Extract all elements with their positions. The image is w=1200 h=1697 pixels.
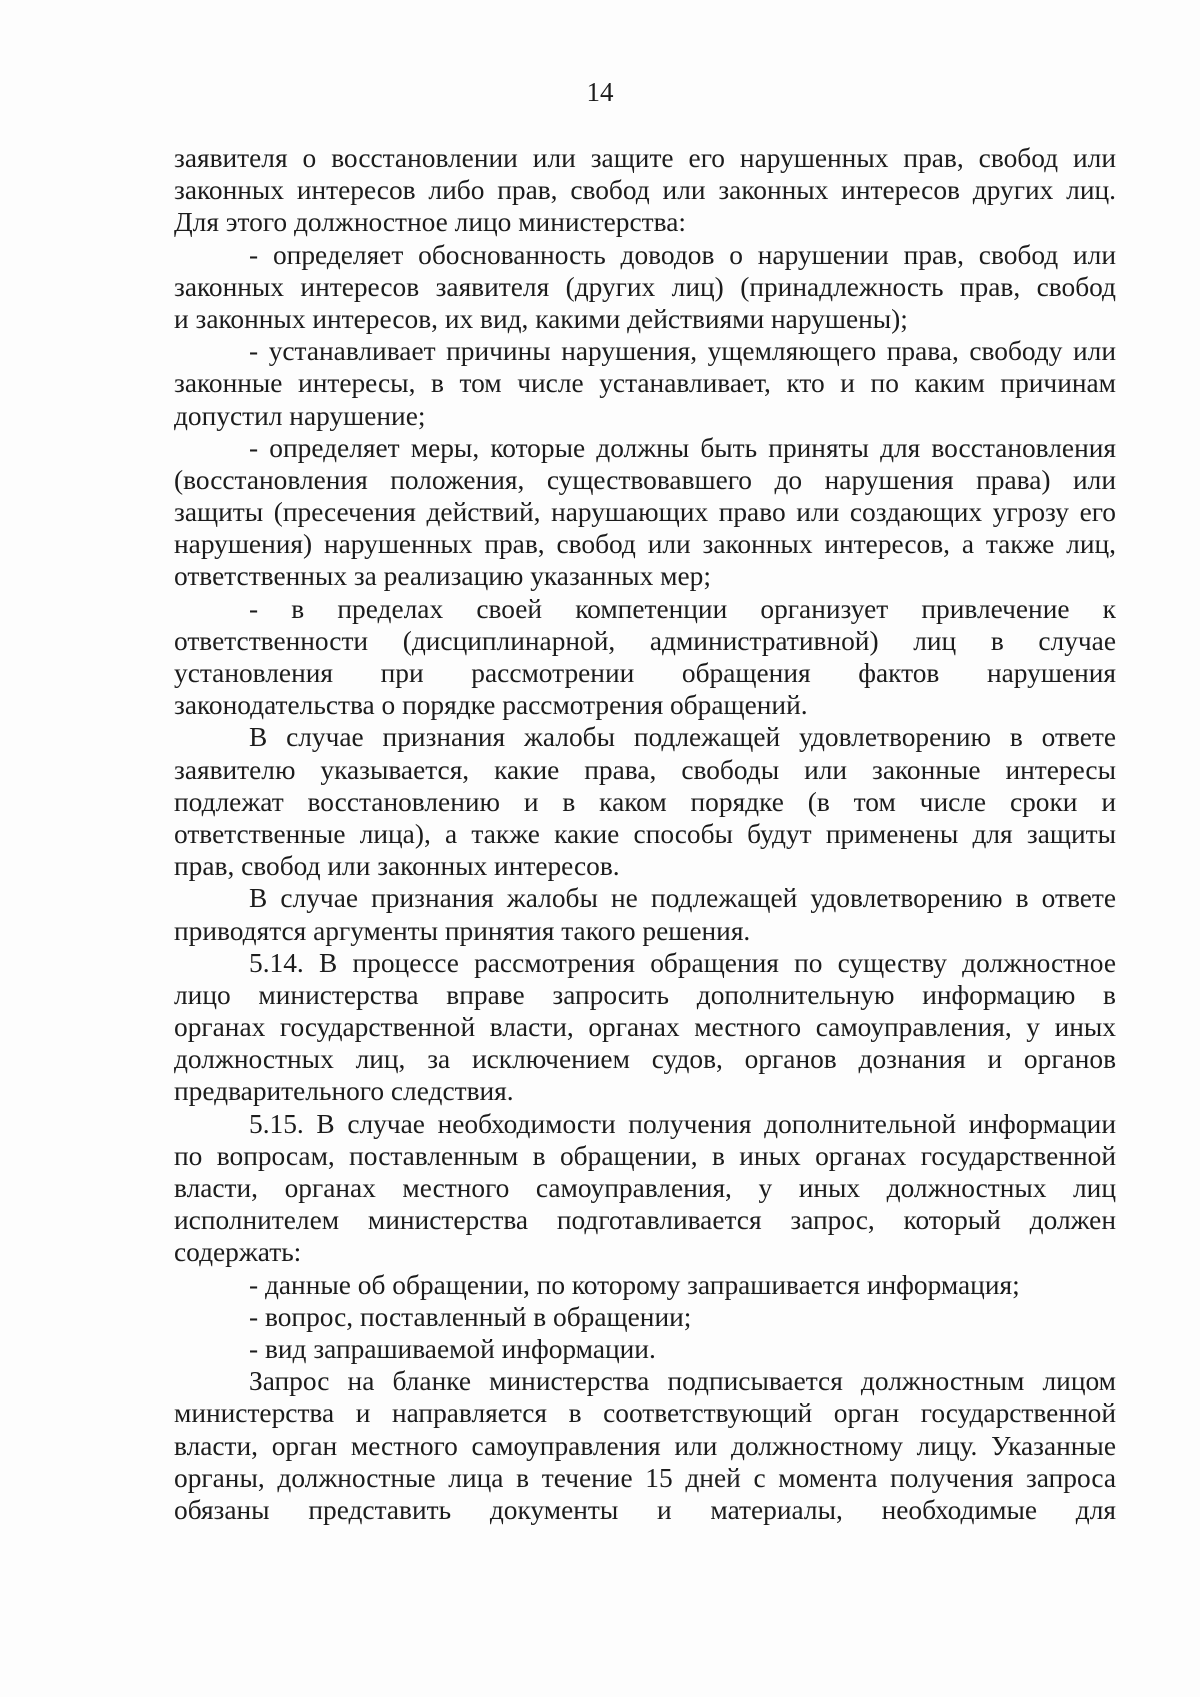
text-line: власти, орган местного самоуправления или должностному лицу. Указанные [174, 1430, 1116, 1461]
text-line: законодательства о порядке рассмотрения обращений. [174, 690, 808, 721]
text-line: В случае признания жалобы подлежащей удовлетворению в ответе [249, 722, 1116, 753]
text-line: - вид запрашиваемой информации. [249, 1333, 656, 1364]
text-line: министерства и направляется в соответствующий орган государственной [174, 1398, 1116, 1429]
text-line: предварительного следствия. [174, 1076, 514, 1107]
text-line: установления при рассмотрении обращения фактов нарушения [174, 658, 1116, 688]
text-line: власти, органах местного самоуправления, у иных должностных лиц [174, 1173, 1116, 1203]
text-line: 5.14. В процессе рассмотрения обращения по существу должностное [249, 947, 1116, 978]
text-line: Для этого должностное лицо министерства: [174, 207, 686, 238]
text-line: должностных лиц, за исключением судов, органов дознания и органов [174, 1044, 1116, 1075]
text-line: лицо министерства вправе запросить дополнительную информацию в [174, 979, 1116, 1010]
text-line: - в пределах своей компетенции организует привлечение к [249, 593, 1116, 624]
text-line: по вопросам, поставленным в обращении, в иных органах государственной [174, 1140, 1116, 1171]
text-line: ответственных за реализацию указанных мер; [174, 561, 711, 592]
text-line: 5.15. В случае необходимости получения дополнительной информации [249, 1108, 1116, 1139]
text-line: органах государственной власти, органах местного самоуправления, у иных [174, 1012, 1116, 1043]
text-line: - определяет меры, которые должны быть приняты для восстановления [249, 432, 1116, 463]
text-line: законные интересы, в том числе устанавливает, кто и по каким причинам [174, 368, 1116, 399]
text-line: законных интересов либо прав, свобод или законных интересов других лиц. [174, 175, 1116, 206]
text-line: В случае признания жалобы не подлежащей удовлетворению в ответе [249, 883, 1116, 914]
text-line: содержать: [174, 1237, 302, 1268]
text-line: ответственности (дисциплинарной, административной) лиц в случае [174, 625, 1116, 656]
text-line: законных интересов заявителя (других лиц) (принадлежность прав, свобод [174, 271, 1116, 302]
text-line: (восстановления положения, существовавшего до нарушения права) или [174, 464, 1116, 495]
page-number: 14 [586, 77, 614, 107]
text-line: заявителю указывается, какие права, свободы или законные интересы [174, 754, 1116, 785]
text-line: ответственные лица), а также какие способы будут применены для защиты [174, 818, 1116, 849]
body-text [174, 142, 1116, 1526]
text-line: заявителя о восстановлении или защите его нарушенных прав, свобод или [174, 143, 1116, 173]
text-line: приводятся аргументы принятия такого решения. [174, 915, 751, 946]
text-line: - устанавливает причины нарушения, ущемляющего права, свободу или [249, 336, 1116, 367]
text-line: Запрос на бланке министерства подписывается должностным лицом [249, 1366, 1116, 1397]
text-line: - определяет обоснованность доводов о нарушении прав, свобод или [249, 239, 1116, 270]
text-line: допустил нарушение; [174, 400, 426, 431]
text-line: защиты (пресечения действий, нарушающих право или создающих угрозу его [174, 497, 1116, 528]
text-line: - вопрос, поставленный в обращении; [249, 1301, 692, 1332]
text-line: подлежат восстановлению и в каком порядке (в том числе сроки и [174, 786, 1116, 817]
text-line: органы, должностные лица в течение 15 дней с момента получения запроса [174, 1462, 1116, 1493]
text-line: - данные об обращении, по которому запрашивается информация; [249, 1269, 1020, 1300]
text-line: исполнителем министерства подготавливается запрос, который должен [174, 1205, 1116, 1236]
text-line: нарушения) нарушенных прав, свобод или законных интересов, а также лиц, [174, 529, 1116, 560]
text-line: прав, свобод или законных интересов. [174, 851, 620, 882]
text-line: обязаны представить документы и материалы, необходимые для [174, 1494, 1116, 1525]
text-line: и законных интересов, их вид, какими действиями нарушены); [174, 303, 908, 334]
